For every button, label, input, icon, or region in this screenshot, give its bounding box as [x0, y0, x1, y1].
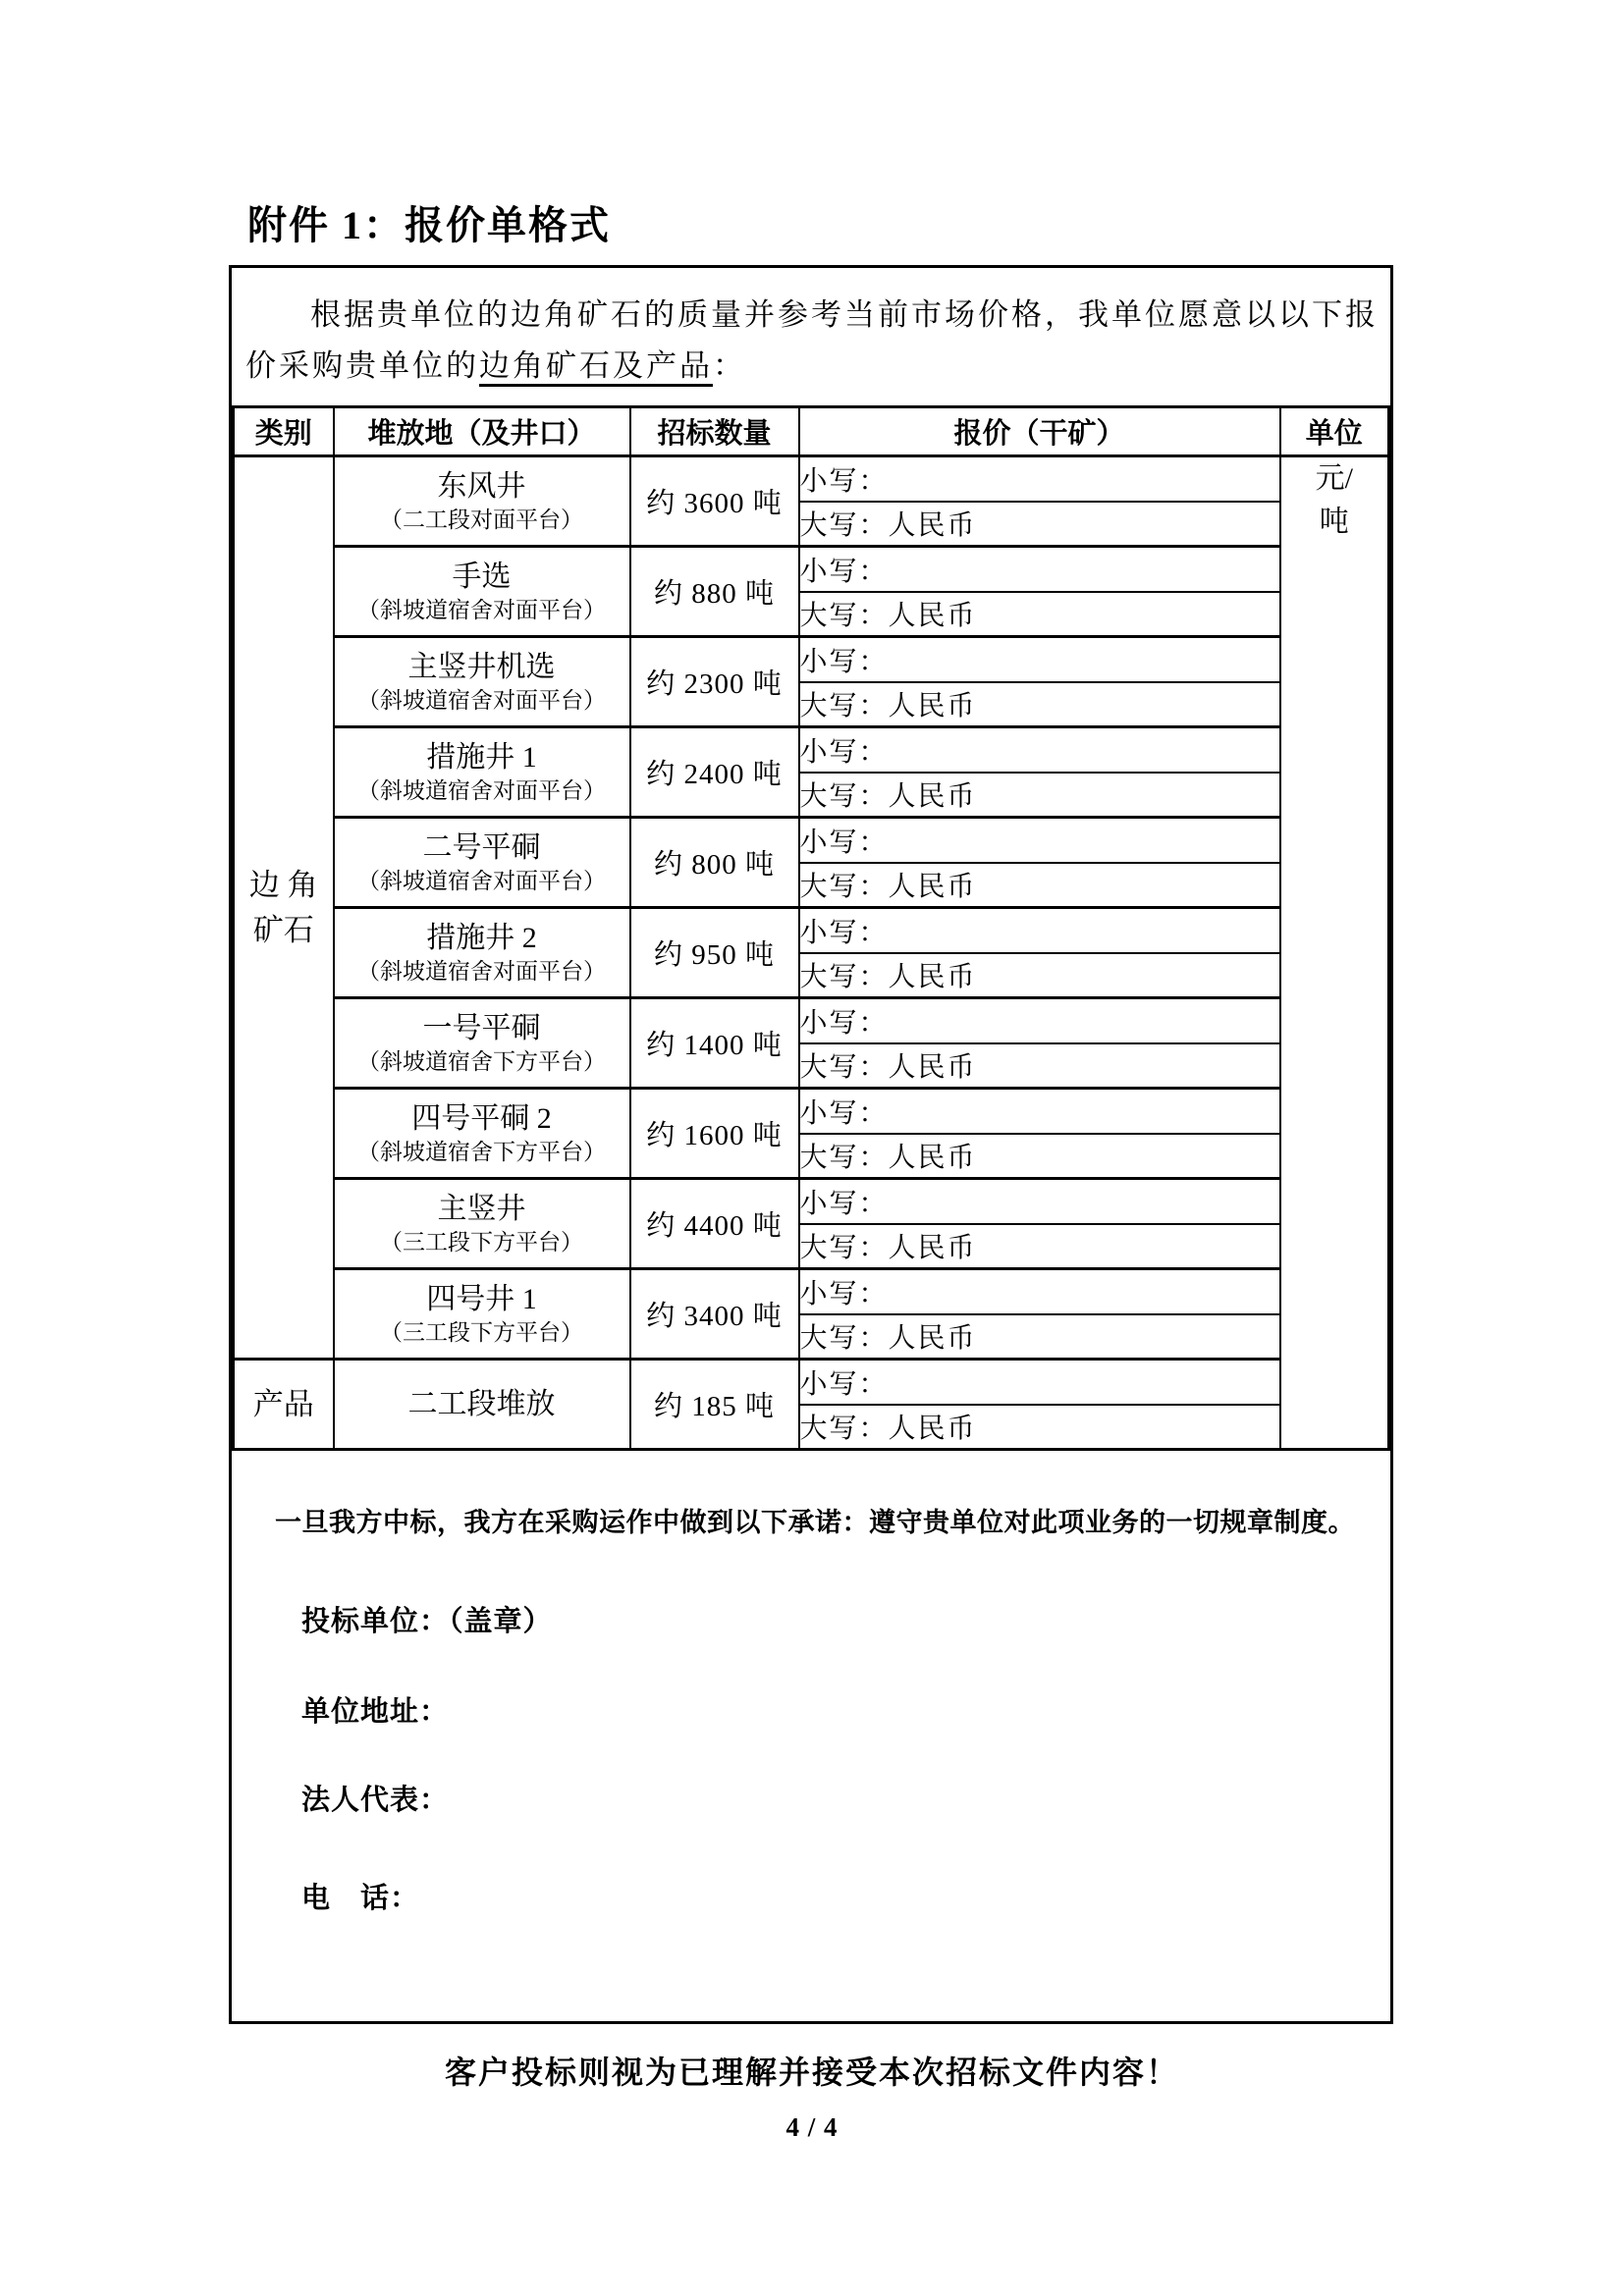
table-row	[234, 998, 1389, 1043]
location-cell	[334, 727, 630, 818]
location-sublabel: （斜坡道宿舍对面平台）	[357, 777, 606, 803]
quantity-cell: 约 880 吨	[630, 547, 799, 637]
location-name: 四号平硐 2	[411, 1101, 552, 1135]
table-row	[234, 908, 1389, 953]
price-big-cell: 大写：人民币	[799, 682, 1280, 727]
category-line: 边 角	[248, 867, 318, 902]
quantity-cell: 约 2300 吨	[630, 637, 799, 727]
price-big-cell: 大写：人民币	[799, 1314, 1280, 1360]
location-cell	[334, 908, 630, 998]
phone-field: 电 话：	[301, 1883, 420, 1914]
location-name: 手选	[452, 560, 512, 593]
table-header-row	[234, 407, 1389, 456]
price-small-cell: 小写：	[799, 1089, 1280, 1134]
location-cell	[334, 1360, 630, 1450]
category-cell	[234, 456, 334, 1360]
intro-line-2	[245, 341, 1377, 392]
intro-line-2-plain: 价采购贵单位的	[245, 348, 479, 383]
table-row	[234, 1179, 1389, 1224]
price-big-cell: 大写：人民币	[799, 592, 1280, 637]
quantity-cell: 约 950 吨	[630, 908, 799, 998]
unit-line: 吨	[1319, 506, 1349, 538]
location-sublabel: （斜坡道宿舍下方平台）	[357, 1139, 606, 1164]
price-big-cell: 大写：人民币	[799, 1134, 1280, 1179]
header-location: 堆放地（及井口）	[334, 407, 630, 456]
location-name: 东风井	[437, 469, 526, 503]
quantity-cell: 约 185 吨	[630, 1360, 799, 1450]
location-cell	[334, 1179, 630, 1269]
unit-cell	[1280, 456, 1389, 1450]
intro-underlined-text: 边角矿石及产品	[479, 348, 713, 387]
location-cell	[334, 818, 630, 908]
location-sublabel: （斜坡道宿舍对面平台）	[357, 958, 606, 984]
location-sublabel: （斜坡道宿舍对面平台）	[357, 687, 606, 713]
location-cell	[334, 637, 630, 727]
quantity-cell: 约 4400 吨	[630, 1179, 799, 1269]
price-small-cell: 小写：	[799, 637, 1280, 682]
page-title: 附件 1：报价单格式	[247, 203, 611, 247]
table-row	[234, 547, 1389, 592]
price-big-cell: 大写：人民币	[799, 502, 1280, 547]
location-cell	[334, 456, 630, 547]
intro-paragraph	[245, 290, 1377, 392]
price-small-cell: 小写：	[799, 456, 1280, 502]
header-price: 报价（干矿）	[799, 407, 1280, 456]
quantity-cell: 约 3600 吨	[630, 456, 799, 547]
price-big-cell: 大写：人民币	[799, 1405, 1280, 1450]
price-big-cell: 大写：人民币	[799, 863, 1280, 908]
table-row	[234, 637, 1389, 682]
location-cell	[334, 547, 630, 637]
quantity-cell: 约 1400 吨	[630, 998, 799, 1089]
category-line: 矿石	[252, 912, 314, 947]
table-row	[234, 727, 1389, 773]
price-big-cell: 大写：人民币	[799, 953, 1280, 998]
price-small-cell: 小写：	[799, 1360, 1280, 1405]
quantity-cell: 约 1600 吨	[630, 1089, 799, 1179]
intro-colon: ：	[713, 348, 746, 383]
table-row	[234, 1269, 1389, 1314]
location-cell	[334, 998, 630, 1089]
location-name: 一号平硐	[422, 1011, 541, 1044]
location-cell	[334, 1089, 630, 1179]
quantity-cell: 约 2400 吨	[630, 727, 799, 818]
table-row	[234, 1360, 1389, 1405]
quantity-cell: 约 3400 吨	[630, 1269, 799, 1360]
header-quantity: 招标数量	[630, 407, 799, 456]
unit-address-field: 单位地址：	[301, 1696, 450, 1728]
price-big-cell: 大写：人民币	[799, 1043, 1280, 1089]
page-number: 4 / 4	[785, 2112, 839, 2142]
commitment-statement: 一旦我方中标，我方在采购运作中做到以下承诺：遵守贵单位对此项业务的一切规章制度。	[275, 1508, 1355, 1537]
location-sublabel: （斜坡道宿舍对面平台）	[357, 597, 606, 622]
price-small-cell: 小写：	[799, 727, 1280, 773]
price-big-cell: 大写：人民币	[799, 1224, 1280, 1269]
price-small-cell: 小写：	[799, 998, 1280, 1043]
location-sublabel: （斜坡道宿舍对面平台）	[357, 868, 606, 893]
location-name: 措施井 1	[426, 740, 537, 774]
location-sublabel: （三工段下方平台）	[380, 1319, 583, 1345]
location-sublabel: （三工段下方平台）	[380, 1229, 583, 1255]
price-small-cell: 小写：	[799, 818, 1280, 863]
header-category: 类别	[234, 407, 334, 456]
price-table-body	[234, 456, 1389, 1450]
price-big-cell: 大写：人民币	[799, 773, 1280, 818]
table-row	[234, 1089, 1389, 1134]
price-small-cell: 小写：	[799, 547, 1280, 592]
quantity-cell: 约 800 吨	[630, 818, 799, 908]
category-line: 产品	[252, 1386, 314, 1421]
location-name: 措施井 2	[426, 921, 537, 954]
price-small-cell: 小写：	[799, 1269, 1280, 1314]
location-name: 二工段堆放	[407, 1387, 556, 1420]
footer-note: 客户投标则视为已理解并接受本次招标文件内容！	[444, 2055, 1179, 2090]
location-cell	[334, 1269, 630, 1360]
price-small-cell: 小写：	[799, 908, 1280, 953]
table-row	[234, 818, 1389, 863]
location-sublabel: （斜坡道宿舍下方平台）	[357, 1048, 606, 1074]
price-small-cell: 小写：	[799, 1179, 1280, 1224]
header-unit: 单位	[1280, 407, 1389, 456]
location-name: 主竖井	[437, 1192, 526, 1225]
location-name: 二号平硐	[422, 830, 541, 864]
legal-representative-field: 法人代表：	[301, 1785, 450, 1816]
unit-line: 元/	[1315, 462, 1353, 495]
category-cell	[234, 1360, 334, 1450]
quotation-table	[232, 405, 1390, 1451]
location-name: 主竖井机选	[407, 650, 556, 683]
bidder-unit-field: 投标单位：（盖章）	[301, 1606, 553, 1637]
location-sublabel: （二工段对面平台）	[380, 507, 583, 532]
location-name: 四号井 1	[426, 1282, 537, 1315]
intro-line-1: 根据贵单位的边角矿石的质量并参考当前市场价格，我单位愿意以以下报	[310, 297, 1379, 332]
table-row	[234, 456, 1389, 502]
